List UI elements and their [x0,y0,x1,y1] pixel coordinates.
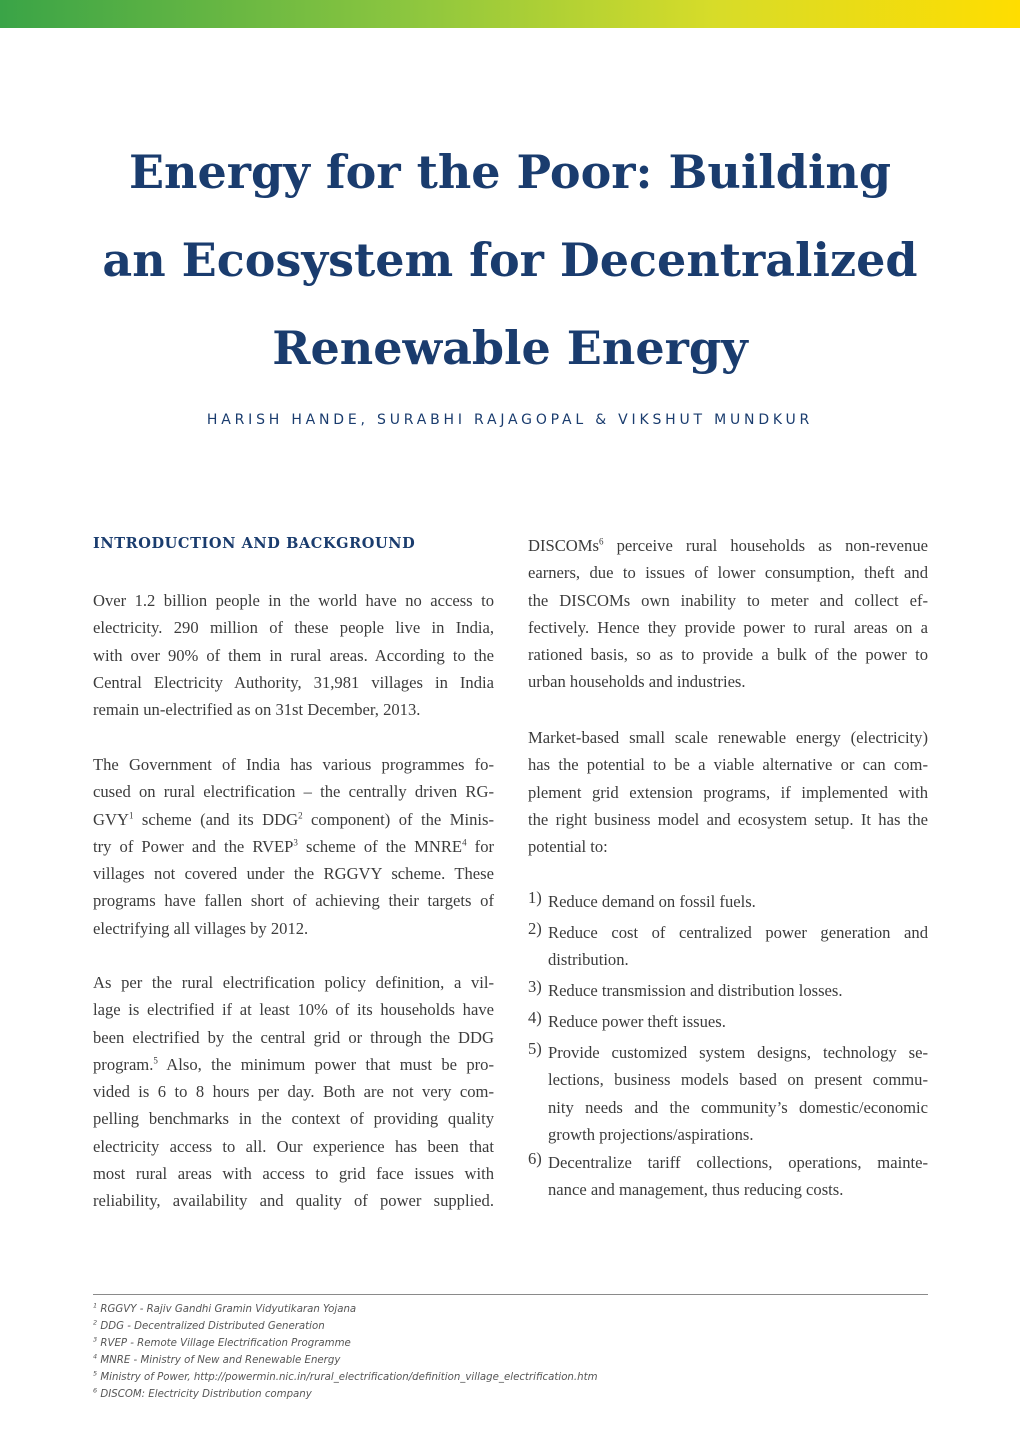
footnote [93,1335,351,1349]
list-number: 5) [528,1039,542,1058]
footnote [93,1318,325,1332]
title-line: an Ecosystem for Decentralized [102,233,918,287]
text-fragment: scheme (and its DDG [133,809,299,829]
list-text: Reduce power theft issues. [548,1012,726,1031]
article-title [60,128,960,392]
right-paragraph-1 [528,532,928,696]
text-line: Over 1.2 billion people in the world have no access to [93,591,494,610]
text-line: pelling benchmarks in the context of providing quality [93,1109,494,1129]
text-line: the right business model and ecosystem setup. It has the [528,809,928,829]
list-text: Decentralize tariff collections, operations, mainte- [548,1153,928,1172]
footnote-number: 2 [93,1318,98,1327]
footnote-ref: 5 [153,1055,158,1066]
text-line: electricity. 290 million of these people live in India, [93,618,494,638]
footnote-text: Ministry of Power, http://powermin.nic.in/rural_electrification/definition_village_electrification.htm [100,1372,598,1383]
text-line: programs have fallen short of achieving their targets of [93,891,494,911]
list-text: Reduce demand on fossil fuels. [548,892,756,911]
text-line: rationed basis, so as to provide a bulk of the power to [528,645,928,665]
footnote-number: 4 [93,1352,98,1361]
top-gradient-bar [0,0,1020,28]
list-text: Reduce cost of centralized power generation and [548,923,928,942]
text-line: The Government of India has various programmes fo- [93,755,494,774]
list-text: distribution. [548,950,629,970]
text-fragment: DISCOMs [528,536,600,555]
list-text: lections, business models based on present commu- [548,1070,928,1090]
text-line: with over 90% of them in rural areas. According to the [93,645,494,665]
right-paragraph-2 [528,724,928,860]
list-number: 1) [528,888,542,907]
authors-line: HARISH HANDE, SURABHI RAJAGOPAL & VIKSHUT MUNDKUR [206,412,814,428]
text-line [93,806,494,833]
footnote [93,1352,341,1366]
footnote-ref: 6 [599,536,604,547]
footnote-text: RGGVY - Rajiv Gandhi Gramin Vidyutikaran Yojana [100,1304,357,1315]
footnote-ref: 1 [128,810,134,821]
list-text: growth projections/aspirations. [548,1124,754,1144]
text-fragment: program. [93,1054,154,1074]
list-number: 3) [528,977,542,996]
left-paragraph-2 [93,751,494,942]
text-line: reliability, availability and quality of power supplied. [93,1191,494,1211]
text-line: electricity access to all. Our experience has been that [93,1136,494,1156]
text-line: the DISCOMs own inability to meter and collect ef- [528,590,928,610]
text-line: most rural areas with access to grid face issues with [93,1164,494,1184]
text-fragment: scheme of the MNRE [297,836,463,856]
footnote-ref: 3 [293,837,298,848]
text-line [93,833,494,860]
text-line: urban households and industries. [528,672,746,692]
footnote [93,1386,312,1400]
text-line: villages not covered under the RGGVY scheme. These [93,864,494,884]
text-line: remain un-electrified as on 31st December, 2013. [93,700,421,720]
text-line: been electrified by the central grid or through the DDG [93,1027,494,1047]
footnote-text: RVEP - Remote Village Electrification Programme [100,1338,351,1349]
footnote-text: MNRE - Ministry of New and Renewable Energy [100,1355,341,1366]
text-fragment: for [466,836,495,856]
text-line: fectively. Hence they provide power to rural areas on a [528,617,928,637]
title-line: Renewable Energy [272,321,748,375]
footnote-text: DISCOM: Electricity Distribution company [100,1389,312,1400]
text-line: earners, due to issues of lower consumption, theft and [528,563,928,583]
text-line: Market-based small scale renewable energy (electricity) [528,728,928,747]
footnote-text: DDG - Decentralized Distributed Generation [100,1321,325,1332]
list-text: nity needs and the community’s domestic/economic [548,1097,928,1117]
footnote [93,1369,598,1383]
footnote-ref: 2 [298,810,303,821]
text-line: vided is 6 to 8 hours per day. Both are not very com- [93,1082,494,1102]
footnote-divider [93,1294,928,1295]
text-fragment: perceive rural households as non-revenue [603,536,928,555]
text-fragment: GVY [93,809,129,829]
text-line: plement grid extension programs, if implemented with [528,782,928,802]
text-line: Central Electricity Authority, 31,981 villages in India [93,672,494,692]
text-line: As per the rural electrification policy definition, a vil- [93,973,494,992]
list-text: Reduce transmission and distribution losses. [548,981,843,1000]
text-fragment: Also, the minimum power that must be pro- [157,1054,494,1074]
text-line: cused on rural electrification – the centrally driven RG- [93,782,494,802]
footnote-ref: 4 [462,837,467,848]
footnote-number: 6 [93,1386,98,1395]
text-line: electrifying all villages by 2012. [93,918,309,938]
text-line [528,532,928,559]
list-number: 4) [528,1008,542,1027]
section-heading: INTRODUCTION AND BACKGROUND [93,535,416,552]
text-line: potential to: [528,837,608,857]
footnote-number: 5 [93,1369,98,1378]
text-line [93,1051,494,1078]
text-line: has the potential to be a viable alternative or can com- [528,755,928,775]
list-text: Provide customized system designs, technology se- [548,1043,928,1062]
title-line: Energy for the Poor: Building [128,145,892,199]
footnote-number: 1 [93,1301,98,1310]
left-paragraph-3 [93,969,494,1215]
list-text: nance and management, thus reducing costs. [548,1180,844,1200]
left-paragraph-1 [93,587,494,723]
text-fragment: component) of the Minis- [302,809,494,829]
text-fragment: try of Power and the RVEP [93,836,294,856]
list-number: 6) [528,1149,542,1168]
list-number: 2) [528,919,542,938]
footnote [93,1301,357,1315]
text-line: lage is electrified if at least 10% of its households have [93,1000,494,1020]
footnote-number: 3 [93,1335,98,1344]
